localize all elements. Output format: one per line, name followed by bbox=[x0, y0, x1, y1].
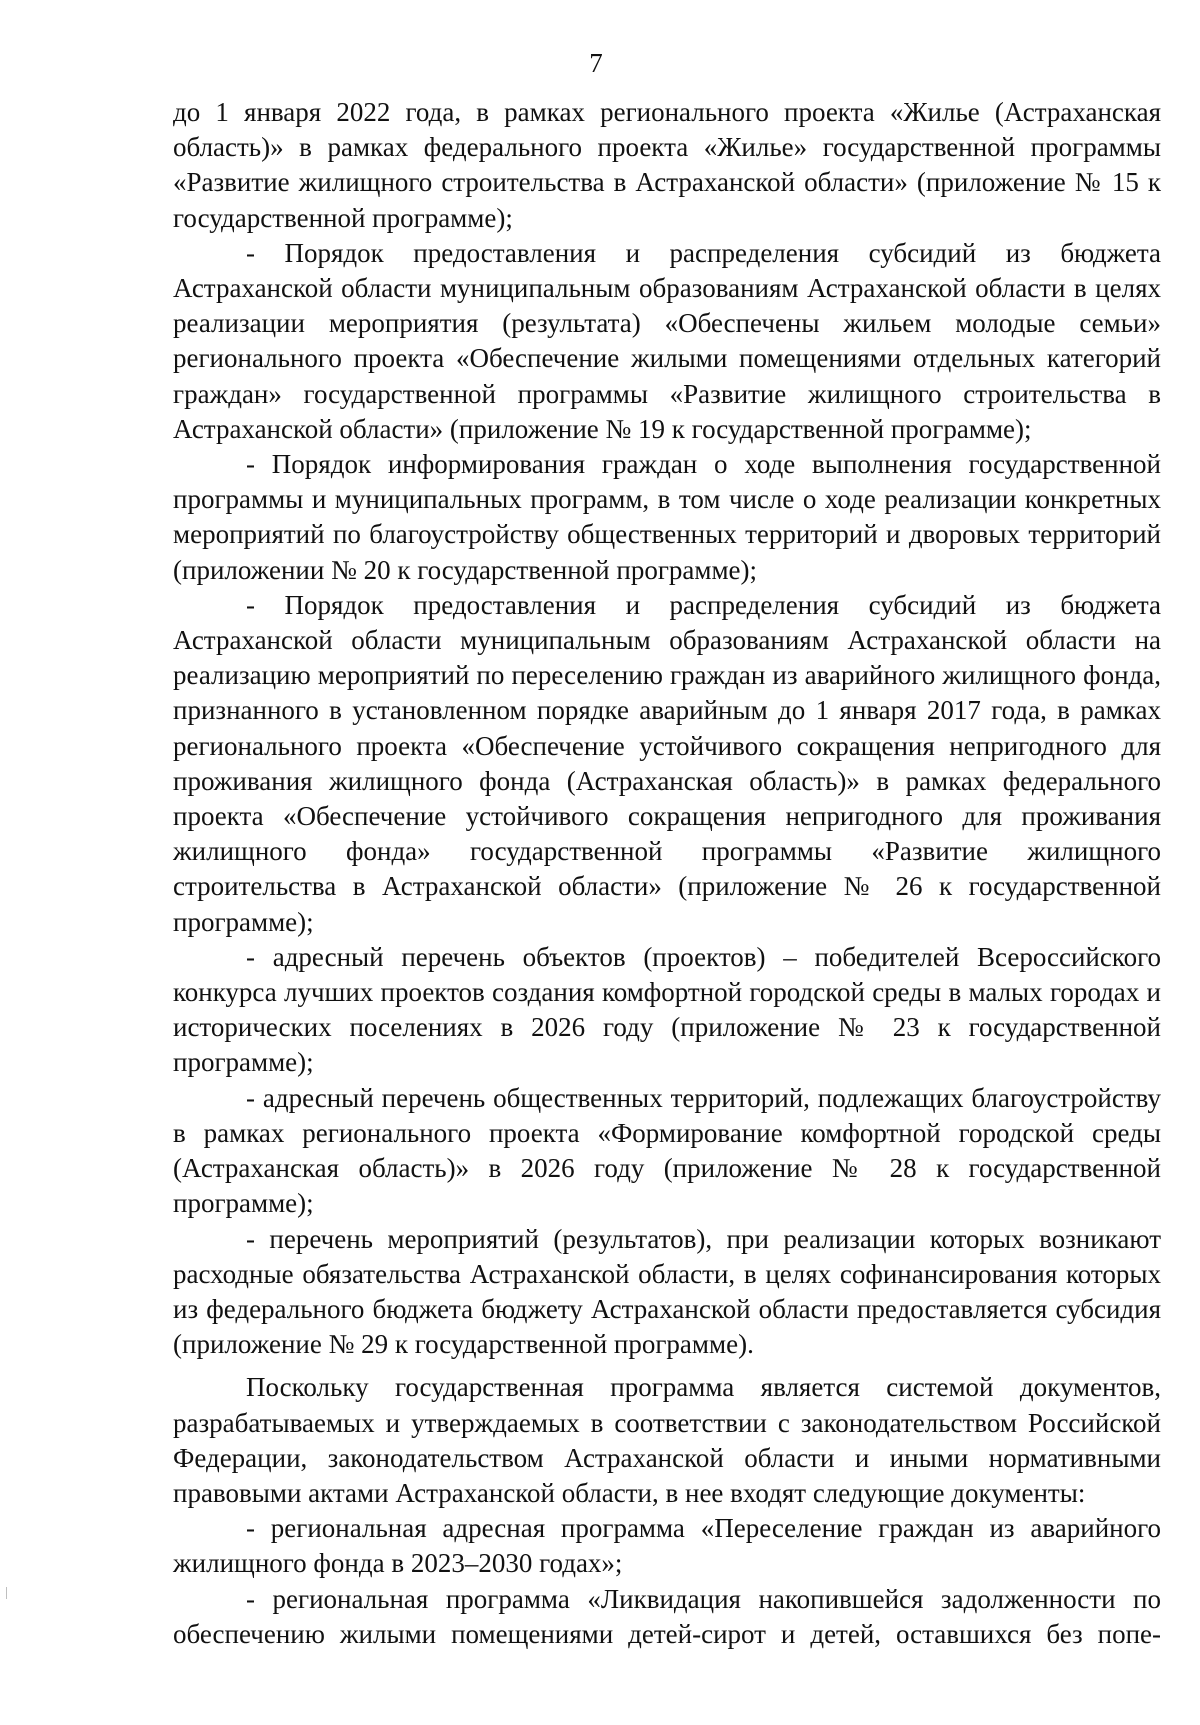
scan-margin-mark bbox=[6, 1587, 7, 1599]
list-item-contest-winners-list: - адресный перечень объектов (проектов) – победителей Всероссийского конкурса лучших проектов создания комфортной городской среды в малых городах и исторических поселениях в 2026 году (приложение № 23 к государственной программе); bbox=[173, 941, 1161, 1078]
page-number: 7 bbox=[589, 48, 603, 78]
list-item-resettlement-subsidy: - Порядок предоставления и распределения субсидий из бюджета Астраханской области муниципальным образованиям Астраханской области на реализацию мероприятий по переселению граждан из аварийного жилищного фонда, признанного в установленном порядке аварийным до 1 января 2017 года, в рамках регионального проекта «Обеспечение устойчивого сокращения непригодного для проживания жилищного фонда (Астраханская область)» в рамках федерального проекта «Обеспечение устойчивого сокращения непригодного для проживания жилищного фонда» государственной программы «Развитие жилищного строительства в Астраханской области» (приложение № 26 к государственной программе); bbox=[173, 589, 1161, 937]
document-body bbox=[173, 95, 1161, 1652]
list-item-resettlement-program: - региональная адресная программа «Переселение граждан из аварийного жилищного фонда в 2023–2030 годах»; bbox=[173, 1513, 1161, 1579]
list-item-informing-citizens: - Порядок информирования граждан о ходе выполнения государственной программы и муниципальных программ, в том числе о ходе реализации конкретных мероприятий по благоустройству общественных территорий и дворовых территорий (приложении № 20 к государственной программе); bbox=[173, 449, 1161, 585]
paragraph-continuation: до 1 января 2022 года, в рамках регионального проекта «Жилье (Астраханская область)» в рамках федерального проекта «Жилье» государственной программы «Развитие жилищного строительства в Астраханской области» (приложение № 15 к государственной программе); bbox=[173, 97, 1161, 233]
list-item-public-territories-list: - адресный перечень общественных территорий, подлежащих благоустройству в рамках регионального проекта «Формирование комфортной городской среды (Астраханская область)» в 2026 году (приложение № 28 к государственной программе); bbox=[173, 1082, 1161, 1219]
list-item-subsidy-young-families: - Порядок предоставления и распределения субсидий из бюджета Астраханской области муниципальным образованиям Астраханской области в целях реализации мероприятия (результата) «Обеспечены жильем молодые семьи» регионального проекта «Обеспечение жилыми помещениями отдельных категорий граждан» государственной программы «Развитие жилищного строительства в Астраханской области» (приложение № 19 к государственной программе); bbox=[173, 237, 1161, 444]
list-item-orphans-housing-program: - региональная программа «Ликвидация накопившейся задолженности по обеспечению жилыми помещениями детей-сирот и детей, оставшихся без попе- bbox=[173, 1583, 1161, 1649]
paragraph-program-documents: Поскольку государственная программа является системой документов, разрабатываемых и утверждаемых в соответствии с законодательством Российской Федерации, законодательством Астраханской области и иными нормативными правовыми актами Астраханской области, в нее входят следующие документы: bbox=[173, 1372, 1161, 1508]
list-item-cofinancing-measures: - перечень мероприятий (результатов), при реализации которых возникают расходные обязательства Астраханской области, в целях софинансирования которых из федерального бюджета бюджету Астраханской области предоставляется субсидия (приложение № 29 к государственной программе). bbox=[173, 1223, 1161, 1360]
